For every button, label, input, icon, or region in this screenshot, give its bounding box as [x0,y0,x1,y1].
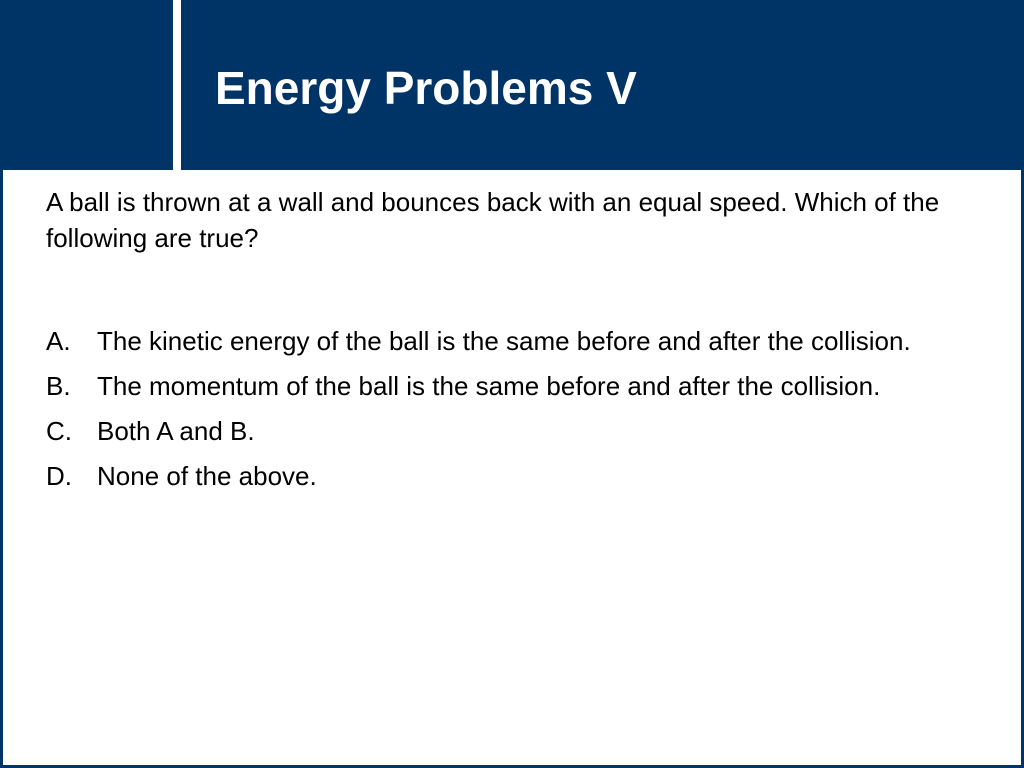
answer-options [46,322,946,502]
title-banner [3,0,1024,170]
option-letter: D. [46,461,72,491]
option-text: The kinetic energy of the ball is the same before and after the collision. [97,326,911,356]
option-c [46,412,946,450]
slide-title: Energy Problems V [215,62,637,114]
option-a [46,322,946,360]
option-text: None of the above. [97,461,317,491]
option-letter: B. [46,371,71,401]
option-text: Both A and B. [97,416,255,446]
option-letter: C. [46,416,72,446]
option-b [46,367,946,405]
option-letter: A. [46,326,71,356]
banner-divider [173,0,181,170]
question-text: A ball is thrown at a wall and bounces back with an equal speed. Which of the following are true? [46,187,940,253]
option-text: The momentum of the ball is the same before and after the collision. [97,371,881,401]
option-d [46,457,946,495]
